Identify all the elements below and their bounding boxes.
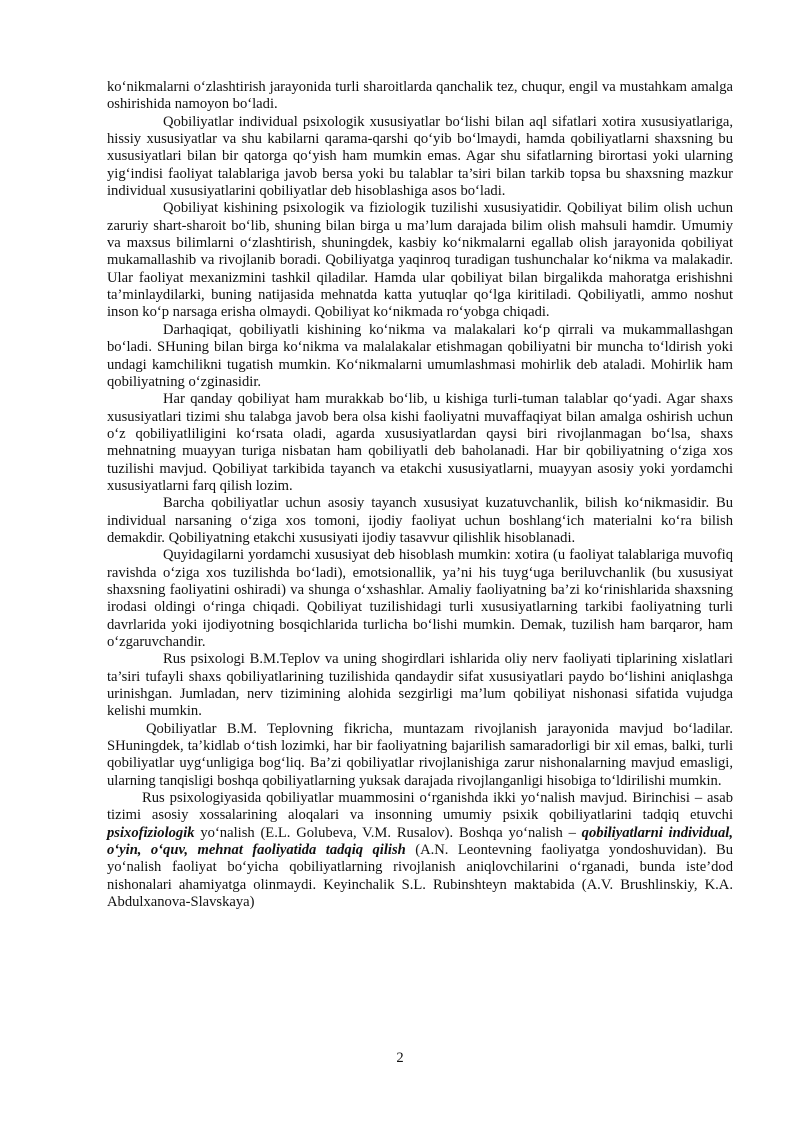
paragraph-8: Rus psixologi B.M.Teplov va uning shogirdlari ishlarida oliy nerv faoliyati tiplarining xislatlari ta’siri tufayli shaxs qobiliyatlarining tuzilishida qandaydir sifat xususiyatlari paydo bo‘lishini aniqlashga urinishgan. Jumladan, nerv tizimining alohida sezgirligi ma’lum qobiliyat nishonasi sifatida vujudga kelishi mumkin. xyxy=(107,651,733,720)
paragraph-1: ko‘nikmalarni o‘zlashtirish jarayonida turli sharoitlarda qanchalik tez, chuqur, engil va mustahkam amalga oshirishida namoyon bo‘ladi. xyxy=(107,79,733,113)
paragraph-9: Qobiliyatlar B.M. Teplovning fikricha, muntazam rivojlanish jarayonida mavjud bo‘ladilar. SHuningdek, ta’kidlab o‘tish lozimki, har bir faoliyatning bajarilish samaradorligi bir xil emas, balki, turli qobiliyatlar uyg‘unligiga bog‘liq. Ba’zi qobiliyatlar rivojlanishiga zarur nishonalarning mavjud emasligi, ularning tanqisligi boshqa qobiliyatlarning yuksak darajada rivojlanganligi hisobiga to‘ldirilishi mumkin. xyxy=(107,720,733,789)
paragraph-4: Darhaqiqat, qobiliyatli kishining ko‘nikma va malakalari ko‘p qirrali va mukammallashgan bo‘ladi. SHuning bilan birga ko‘nikma va malalakalar etishmagan qobiliyatni bir muncha to‘ldirish yoki undagi kamchilikni tugatish mumkin. Ko‘nikmalarni umumlashmasi mohirlik deb ataladi. Mohirlik ham qobiliyatning o‘zginasidir. xyxy=(107,321,733,390)
paragraph-10-text-1: Rus psixologiyasida qobiliyatlar muammosini o‘rganishda ikki yo‘nalish mavjud. Birinchisi – asab tizimi asosiy xossalarining aloqalari va insonning umumiy psixik qobiliyatlarini tadqiq etuvchi xyxy=(107,790,733,824)
emphasis-psixofiziologik: psixofiziologik xyxy=(107,824,195,841)
emphasis-activity-research: qobiliyatlarni individual, o‘yin, o‘quv, mehnat faoliyatida tadqiq qilish xyxy=(107,824,734,859)
paragraph-10-text-2: yo‘nalish (E.L. Golubeva, V.M. Rusalov). Boshqa yo‘nalish – xyxy=(194,824,582,841)
paragraph-2: Qobiliyatlar individual psixologik xususiyatlar bo‘lishi bilan aql sifatlari xotira xususiyatlariga, hissiy xususiyatlar va shu kabilarni qarama-qarshi qo‘yib bo‘lmaydi, hamda qobiliyatlarni shaxsning bu xususiyatlari bilan bir qatorga qo‘yish ham mumkin emas. Agar shu sifatlarning birortasi yoki ularning yig‘indisi faoliyat talablariga javob bersa yoki bu talablar ta’siri bilan tarkib topsa bu shaxsning mazkur individual xususiyatlarini qobiliyatlar deb hisoblashiga asos bo‘ladi. xyxy=(107,113,733,200)
paragraph-7: Quyidagilarni yordamchi xususiyat deb hisoblash mumkin: xotira (u faoliyat talablariga muvofiq ravishda o‘ziga xos tuzilishda bo‘ladi), emotsionallik, ya’ni his tuyg‘uga beriluvchanlik (bu xususiyat shaxsning faoliyatini oshiradi) va shunga o‘xshashlar. Amaliy faoliyatning ba’zi ko‘rinishlarida shaxsning irodasi oldingi o‘ringa chiqadi. Qobiliyat tuzilishidagi turli xususiyatlarning tarkibi faoliyatning turli davrlarida yoki ijodiyotning bosqichlarida turlicha bo‘lishi mumkin. Demak, tuzilish ham barqaror, ham o‘zgaruvchandir. xyxy=(107,547,733,650)
document-body xyxy=(107,79,733,912)
paragraph-6: Barcha qobiliyatlar uchun asosiy tayanch xususiyat kuzatuvchanlik, bilish ko‘nikmasidir. Bu individual narsaning o‘ziga xos tomoni, ijodiy faoliyat uchun boshlang‘ich materialni ko‘ra bilish demakdir. Qobiliyatning etakchi xususiyati ijodiy tasavvur qilishlik hisoblanadi. xyxy=(107,495,733,546)
page-number: 2 xyxy=(396,1050,404,1066)
paragraph-3: Qobiliyat kishining psixologik va fiziologik tuzilishi xususiyatidir. Qobiliyat bilim olish uchun zaruriy shart-sharoit bo‘lib, shuning bilan birga u ma’lum darajada bilim olish mahsuli hamdir. Umumiy va maxsus bilimlarni o‘zlashtirish, shuningdek, kasbiy ko‘nikmalarni egallab olish jarayonida qobiliyat mukamallashib va rivojlanib boradi. Qobiliyatga yaqinroq turadigan tushunchalar ko‘nikma va malakadir. Ular faoliyat mexanizmini tashkil qiladilar. Hamda ular qobiliyat bilan birgalikda mahoratga erishishni ta’minlaydilarki, buning natijasida mehnatda katta yutuqlar qo‘lga kiritiladi. Qobiliyatli, ammo noshut inson ko‘p narsaga erisha olmaydi. Qobiliyat ko‘nikmada ro‘yobga chiqadi. xyxy=(107,200,733,321)
paragraph-5: Har qanday qobiliyat ham murakkab bo‘lib, u kishiga turli-tuman talablar qo‘yadi. Agar shaxs xususiyatlari tizimi shu talabga javob bera olsa kishi faoliyatni muvaffaqiyat bilan amalga oshirish uchun o‘z qobiliyatliligini ko‘rsata oladi, agarda xususiyatlardan qaysi biri rivojlanmagan bo‘lsa, shaxs mehnatning muayyan turiga nisbatan ham qobiliyatli deb baholanadi. Har bir qobiliyatning o‘ziga xos tuzilishi mavjud. Qobiliyat tarkibida tayanch va etakchi xususiyatlarni, muayyan asosiy yoki yordamchi xususiyatlarni farq qilish lozim. xyxy=(107,391,733,494)
paragraph-10 xyxy=(107,790,733,911)
paragraph-10-text-3: (A.N. Leontevning faoliyatga yondoshuvidan). Bu yo‘nalish faoliyat bo‘yicha qobiliyatlarning rivojlanish aniqlovchilarini o‘rganadi, bunda iste’dod nishonalari ahamiyatga olinmaydi. Keyinchalik S.L. Rubinshteyn maktabida (A.V. Brushlinskiy, K.A. Abdulxanova-Slavskaya) xyxy=(107,842,733,911)
